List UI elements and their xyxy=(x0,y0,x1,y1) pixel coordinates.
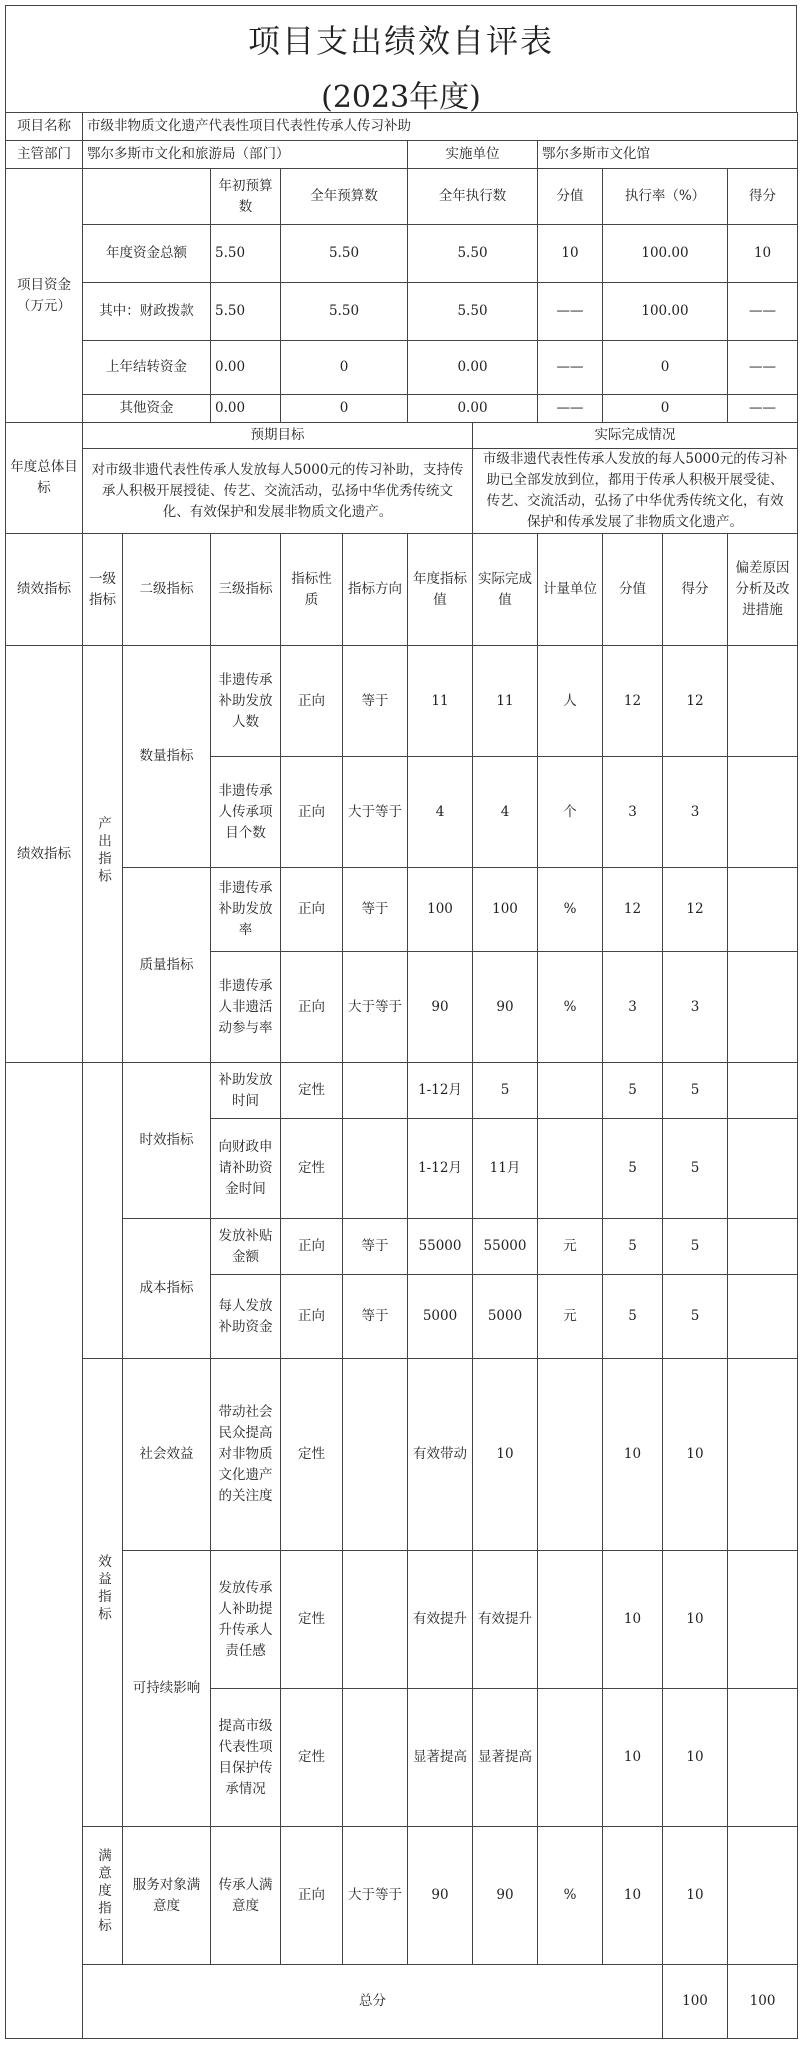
score-cell: 3 xyxy=(663,952,728,1063)
direction-cell: 等于 xyxy=(343,1219,408,1275)
target-cell: 90 xyxy=(408,1827,473,1965)
note-cell xyxy=(728,1119,798,1219)
direction-cell xyxy=(343,1359,408,1551)
unit-cell: 元 xyxy=(538,1275,603,1359)
note-cell xyxy=(728,1063,798,1119)
direction-cell xyxy=(343,1551,408,1689)
unit-cell: % xyxy=(538,868,603,952)
project-name-value: 市级非物质文化遗产代表性项目代表性传承人传习补助 xyxy=(83,113,798,141)
note-cell xyxy=(728,868,798,952)
perf-header: 指标性质 xyxy=(281,534,343,646)
perf-row xyxy=(6,1827,798,1965)
l3-cell: 非遗传承人传承项目个数 xyxy=(211,757,281,868)
funds-header: 分值 xyxy=(538,169,603,225)
funds-header: 执行率（%） xyxy=(603,169,728,225)
evaluation-table xyxy=(5,112,798,2039)
perf-header: 偏差原因分析及改进措施 xyxy=(728,534,798,646)
page-subtitle: (2023年度) xyxy=(321,80,481,115)
actual-cell: 10 xyxy=(473,1359,538,1551)
perf-row xyxy=(6,1219,798,1275)
total-label: 总分 xyxy=(83,1965,663,2039)
perf-header: 年度指标值 xyxy=(408,534,473,646)
score-value-cell: 12 xyxy=(603,868,663,952)
perf-col1-label: 绩效指标 xyxy=(6,646,83,1063)
l1-satisfaction-text: 满意度指标 xyxy=(95,1848,111,1936)
nature-cell: 定性 xyxy=(281,1689,343,1827)
funds-cell: —— xyxy=(728,395,798,423)
actual-cell: 100 xyxy=(473,868,538,952)
note-cell xyxy=(728,1275,798,1359)
target-cell: 1-12月 xyxy=(408,1119,473,1219)
funds-cell: 0.00 xyxy=(408,395,538,423)
actual-cell: 5000 xyxy=(473,1275,538,1359)
funds-cell: 5.50 xyxy=(211,225,281,283)
score-value-cell: 5 xyxy=(603,1219,663,1275)
unit-cell xyxy=(538,1551,603,1689)
l1-output-cont xyxy=(83,1063,123,1359)
perf-header: 得分 xyxy=(663,534,728,646)
note-cell xyxy=(728,1359,798,1551)
target-cell: 1-12月 xyxy=(408,1063,473,1119)
l1-output-text: 产出指标 xyxy=(95,815,111,886)
funds-cell: 100.00 xyxy=(603,283,728,341)
total-score: 100 xyxy=(728,1965,798,2039)
perf-header: 三级指标 xyxy=(211,534,281,646)
perf-header: 计量单位 xyxy=(538,534,603,646)
score-cell: 5 xyxy=(663,1275,728,1359)
nature-cell: 正向 xyxy=(281,646,343,757)
score-cell: 10 xyxy=(663,1359,728,1551)
score-value-cell: 10 xyxy=(603,1689,663,1827)
perf-row xyxy=(6,646,798,757)
l1-satisfaction xyxy=(83,1827,123,1965)
score-value-cell: 3 xyxy=(603,952,663,1063)
target-cell: 5000 xyxy=(408,1275,473,1359)
funds-cell: —— xyxy=(538,395,603,423)
funds-row-name: 上年结转资金 xyxy=(83,341,211,395)
goals-actual-text: 市级非遗代表性传承人发放的每人5000元的传习补助已全部发放到位，都用于传承人积极开展受徒、传艺、交流活动，弘扬了中华优秀传统文化，有效保护和传承发展了非物质文化遗产。 xyxy=(473,449,798,534)
direction-cell xyxy=(343,1063,408,1119)
direction-cell: 等于 xyxy=(343,1275,408,1359)
l3-cell: 向财政申请补助资金时间 xyxy=(211,1119,281,1219)
score-cell: 5 xyxy=(663,1119,728,1219)
score-cell: 5 xyxy=(663,1219,728,1275)
perf-header: 实际完成值 xyxy=(473,534,538,646)
perf-header: 一级指标 xyxy=(83,534,123,646)
funds-cell: 0 xyxy=(281,395,408,423)
l2-cost: 成本指标 xyxy=(123,1219,211,1359)
funds-header: 全年预算数 xyxy=(281,169,408,225)
unit-cell xyxy=(538,1063,603,1119)
funds-cell: 0 xyxy=(281,341,408,395)
score-cell: 10 xyxy=(663,1689,728,1827)
note-cell xyxy=(728,646,798,757)
total-score-value: 100 xyxy=(663,1965,728,2039)
funds-header: 全年执行数 xyxy=(408,169,538,225)
target-cell: 11 xyxy=(408,646,473,757)
unit-cell: 元 xyxy=(538,1219,603,1275)
actual-cell: 90 xyxy=(473,1827,538,1965)
score-value-cell: 10 xyxy=(603,1359,663,1551)
nature-cell: 定性 xyxy=(281,1359,343,1551)
funds-row xyxy=(6,341,798,395)
funds-cell: —— xyxy=(728,283,798,341)
note-cell xyxy=(728,952,798,1063)
unit-cell xyxy=(538,1359,603,1551)
nature-cell: 正向 xyxy=(281,757,343,868)
funds-cell: 0.00 xyxy=(408,341,538,395)
perf-row xyxy=(6,1551,798,1689)
funds-cell: 10 xyxy=(538,225,603,283)
note-cell xyxy=(728,1551,798,1689)
target-cell: 4 xyxy=(408,757,473,868)
funds-header: 年初预算数 xyxy=(211,169,281,225)
project-name-row xyxy=(6,113,798,141)
note-cell xyxy=(728,1689,798,1827)
perf-header: 分值 xyxy=(603,534,663,646)
funds-cell: 0.00 xyxy=(211,395,281,423)
unit-cell: 个 xyxy=(538,757,603,868)
funds-cell: 100.00 xyxy=(603,225,728,283)
l1-benefit-text: 效益指标 xyxy=(95,1554,111,1624)
perf-header-row xyxy=(6,534,798,646)
page-title: 项目支出绩效自评表 xyxy=(247,22,554,60)
l3-cell: 非遗传承补助发放率 xyxy=(211,868,281,952)
target-cell: 有效带动 xyxy=(408,1359,473,1551)
perf-header: 指标方向 xyxy=(343,534,408,646)
target-cell: 有效提升 xyxy=(408,1551,473,1689)
funds-cell: 0.00 xyxy=(211,341,281,395)
direction-cell xyxy=(343,1119,408,1219)
funds-row xyxy=(6,283,798,341)
l3-cell: 带动社会民众提高对非物质文化遗产的关注度 xyxy=(211,1359,281,1551)
funds-cell: 5.50 xyxy=(408,283,538,341)
unit-cell: 人 xyxy=(538,646,603,757)
score-value-cell: 3 xyxy=(603,757,663,868)
l2-social: 社会效益 xyxy=(123,1359,211,1551)
direction-cell: 大于等于 xyxy=(343,757,408,868)
funds-cell: 5.50 xyxy=(211,283,281,341)
direction-cell: 大于等于 xyxy=(343,952,408,1063)
l3-cell: 非遗传承补助发放人数 xyxy=(211,646,281,757)
actual-cell: 55000 xyxy=(473,1219,538,1275)
l2-service: 服务对象满意度 xyxy=(123,1827,211,1965)
perf-header: 绩效指标 xyxy=(6,534,83,646)
actual-cell: 4 xyxy=(473,757,538,868)
score-value-cell: 10 xyxy=(603,1551,663,1689)
unit-cell xyxy=(538,1119,603,1219)
funds-row-name: 其他资金 xyxy=(83,395,211,423)
score-value-cell: 12 xyxy=(603,646,663,757)
target-cell: 90 xyxy=(408,952,473,1063)
dept-label: 主管部门 xyxy=(6,141,83,169)
perf-header: 二级指标 xyxy=(123,534,211,646)
funds-cell: 10 xyxy=(728,225,798,283)
unit-cell: % xyxy=(538,1827,603,1965)
l2-quantity: 数量指标 xyxy=(123,646,211,868)
l3-cell: 传承人满意度 xyxy=(211,1827,281,1965)
target-cell: 100 xyxy=(408,868,473,952)
l3-cell: 补助发放时间 xyxy=(211,1063,281,1119)
l2-sustain: 可持续影响 xyxy=(123,1551,211,1827)
nature-cell: 正向 xyxy=(281,1219,343,1275)
l3-cell: 每人发放补助资金 xyxy=(211,1275,281,1359)
goals-header-row xyxy=(6,423,798,449)
actual-cell: 11 xyxy=(473,646,538,757)
direction-cell: 大于等于 xyxy=(343,1827,408,1965)
project-name-label: 项目名称 xyxy=(6,113,83,141)
note-cell xyxy=(728,1827,798,1965)
perf-row xyxy=(6,1359,798,1551)
nature-cell: 正向 xyxy=(281,952,343,1063)
funds-cell: 5.50 xyxy=(408,225,538,283)
target-cell: 55000 xyxy=(408,1219,473,1275)
unit-cell: % xyxy=(538,952,603,1063)
score-cell: 10 xyxy=(663,1551,728,1689)
funds-label: 项目资金（万元） xyxy=(6,169,83,423)
title-block xyxy=(5,5,797,113)
actual-cell: 5 xyxy=(473,1063,538,1119)
note-cell xyxy=(728,757,798,868)
direction-cell: 等于 xyxy=(343,646,408,757)
perf-row xyxy=(6,1063,798,1119)
l2-time: 时效指标 xyxy=(123,1063,211,1219)
funds-cell: —— xyxy=(538,341,603,395)
nature-cell: 定性 xyxy=(281,1119,343,1219)
perf-col1-blank xyxy=(6,1063,83,2039)
funds-header-blank xyxy=(83,169,211,225)
unit-cell xyxy=(538,1689,603,1827)
l1-benefit xyxy=(83,1359,123,1827)
goals-expected-label: 预期目标 xyxy=(83,423,473,449)
score-value-cell: 10 xyxy=(603,1827,663,1965)
l3-cell: 发放补贴金额 xyxy=(211,1219,281,1275)
score-cell: 12 xyxy=(663,868,728,952)
funds-cell: —— xyxy=(728,341,798,395)
funds-cell: 0 xyxy=(603,395,728,423)
score-value-cell: 5 xyxy=(603,1119,663,1219)
l3-cell: 提高市级代表性项目保护传承情况 xyxy=(211,1689,281,1827)
l3-cell: 发放传承人补助提升传承人责任感 xyxy=(211,1551,281,1689)
funds-row xyxy=(6,395,798,423)
direction-cell: 等于 xyxy=(343,868,408,952)
score-cell: 3 xyxy=(663,757,728,868)
impl-label: 实施单位 xyxy=(408,141,538,169)
l2-quality: 质量指标 xyxy=(123,868,211,1063)
nature-cell: 正向 xyxy=(281,1827,343,1965)
score-cell: 10 xyxy=(663,1827,728,1965)
impl-value: 鄂尔多斯市文化馆 xyxy=(538,141,798,169)
funds-row xyxy=(6,225,798,283)
funds-header: 得分 xyxy=(728,169,798,225)
nature-cell: 正向 xyxy=(281,868,343,952)
score-cell: 5 xyxy=(663,1063,728,1119)
nature-cell: 定性 xyxy=(281,1063,343,1119)
total-row xyxy=(6,1965,798,2039)
score-value-cell: 5 xyxy=(603,1275,663,1359)
department-row xyxy=(6,141,798,169)
nature-cell: 正向 xyxy=(281,1275,343,1359)
goals-expected-text: 对市级非遗代表性传承人发放每人5000元的传习补助，支持传承人积极开展授徒、传艺、交流活动，弘扬中华优秀传统文化、有效保护和发展非物质文化遗产。 xyxy=(83,449,473,534)
actual-cell: 90 xyxy=(473,952,538,1063)
funds-header-row xyxy=(6,169,798,225)
funds-row-name: 年度资金总额 xyxy=(83,225,211,283)
goals-label: 年度总体目标 xyxy=(6,423,83,534)
l1-output xyxy=(83,646,123,1063)
funds-cell: 0 xyxy=(603,341,728,395)
note-cell xyxy=(728,1219,798,1275)
goals-actual-label: 实际完成情况 xyxy=(473,423,798,449)
actual-cell: 显著提高 xyxy=(473,1689,538,1827)
funds-cell: 5.50 xyxy=(281,283,408,341)
target-cell: 显著提高 xyxy=(408,1689,473,1827)
goals-text-row xyxy=(6,449,798,534)
nature-cell: 定性 xyxy=(281,1551,343,1689)
actual-cell: 有效提升 xyxy=(473,1551,538,1689)
actual-cell: 11月 xyxy=(473,1119,538,1219)
direction-cell xyxy=(343,1689,408,1827)
dept-value: 鄂尔多斯市文化和旅游局（部门） xyxy=(83,141,408,169)
funds-row-name: 其中：财政拨款 xyxy=(83,283,211,341)
perf-row xyxy=(6,868,798,952)
score-value-cell: 5 xyxy=(603,1063,663,1119)
funds-cell: 5.50 xyxy=(281,225,408,283)
l3-cell: 非遗传承人非遗活动参与率 xyxy=(211,952,281,1063)
score-cell: 12 xyxy=(663,646,728,757)
funds-cell: —— xyxy=(538,283,603,341)
